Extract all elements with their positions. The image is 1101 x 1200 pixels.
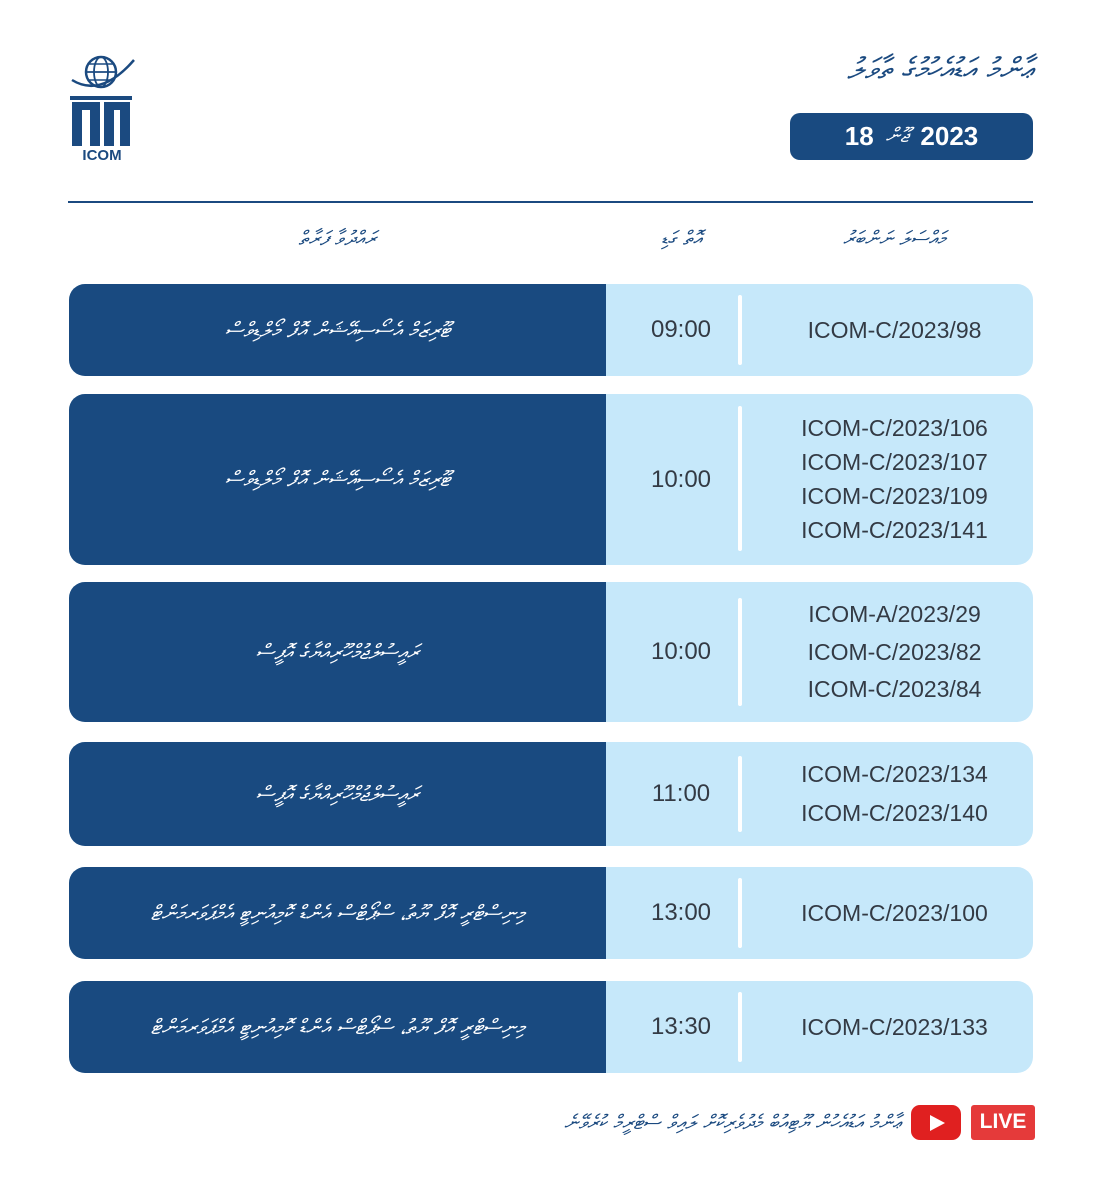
reference-cell bbox=[756, 981, 1033, 1073]
time-cell: 09:00 bbox=[650, 316, 712, 343]
schedule-row bbox=[69, 394, 1033, 565]
case-reference: ICOM-C/2023/109 bbox=[801, 483, 988, 509]
youtube-icon[interactable] bbox=[911, 1105, 961, 1140]
case-reference: ICOM-C/2023/98 bbox=[807, 316, 982, 343]
date-month: ޖޫން bbox=[885, 125, 909, 147]
date-badge bbox=[790, 113, 1033, 160]
party-cell bbox=[69, 742, 606, 846]
case-reference: ICOM-C/2023/133 bbox=[801, 1013, 988, 1040]
date-year: 2023 bbox=[920, 121, 979, 151]
case-reference: ICOM-C/2023/100 bbox=[801, 899, 988, 926]
page-title: ޢާންމު އަޑުއެހުމުގެ ތާވަލު bbox=[847, 52, 1033, 87]
date-day: 18 bbox=[844, 121, 874, 151]
party-cell bbox=[69, 394, 606, 565]
cell-separator bbox=[738, 992, 742, 1062]
reference-cell bbox=[756, 394, 1033, 565]
livestream-note: ޢާންމު އަޑުއެހުން ޔޫޓިއުބް މެދުވެރިކޮށް ލައިވް ސްޓްރީމް ކުރެވޭނެ bbox=[564, 1110, 901, 1134]
case-reference: ICOM-C/2023/141 bbox=[801, 517, 988, 543]
case-reference: ICOM-C/2023/134 bbox=[801, 761, 988, 788]
party-name: ޓޫރިޒަމް އެސޯސިއޭޝަން އޮފް މޯލްޑިވްސް bbox=[224, 467, 451, 491]
schedule-row bbox=[69, 284, 1033, 376]
cell-separator bbox=[738, 598, 742, 706]
reference-cell bbox=[756, 582, 1033, 722]
party-name: މިނިސްޓްރީ އޮފް ޔޫތު، ސްޕޯޓްސް އެންޑް ކޮމިއުނިޓީ އެމްޕަވަރމަންޓް bbox=[150, 900, 525, 925]
header-divider bbox=[68, 201, 1033, 203]
party-name: ރައީސުލްޖުމްހޫރިއްޔާގެ އޮފީސް bbox=[255, 781, 420, 806]
case-reference: ICOM-A/2023/29 bbox=[808, 600, 981, 627]
cell-separator bbox=[738, 406, 742, 551]
time-cell: 10:00 bbox=[650, 638, 712, 665]
column-header-reference: މައްސަލަ ނަންބަރު bbox=[842, 226, 947, 250]
party-cell bbox=[69, 582, 606, 722]
case-reference: ICOM-C/2023/107 bbox=[801, 449, 988, 475]
case-reference: ICOM-C/2023/140 bbox=[801, 799, 988, 826]
schedule-row bbox=[69, 981, 1033, 1073]
reference-cell bbox=[756, 867, 1033, 959]
party-cell bbox=[69, 867, 606, 959]
live-badge[interactable]: LIVE bbox=[971, 1105, 1035, 1140]
time-cell: 13:00 bbox=[650, 899, 712, 926]
column-header-time: އޮތް ގަޑި bbox=[660, 226, 702, 250]
time-cell: 10:00 bbox=[650, 465, 712, 493]
party-name: ރައީސުލްޖުމްހޫރިއްޔާގެ އޮފީސް bbox=[255, 639, 420, 664]
time-cell: 11:00 bbox=[651, 780, 711, 807]
schedule-row bbox=[69, 742, 1033, 846]
party-cell bbox=[69, 284, 606, 376]
cell-separator bbox=[738, 878, 742, 948]
party-name: މިނިސްޓްރީ އޮފް ޔޫތު، ސްޕޯޓްސް އެންޑް ކޮމިއުނިޓީ އެމްޕަވަރމަންޓް bbox=[150, 1014, 525, 1039]
reference-cell bbox=[756, 284, 1033, 376]
cell-separator bbox=[738, 295, 742, 365]
party-cell bbox=[69, 981, 606, 1073]
reference-cell bbox=[756, 742, 1033, 846]
time-cell: 13:30 bbox=[650, 1013, 712, 1040]
cell-separator bbox=[738, 756, 742, 832]
case-reference: ICOM-C/2023/84 bbox=[807, 676, 982, 703]
case-reference: ICOM-C/2023/82 bbox=[807, 638, 982, 665]
schedule-row bbox=[69, 867, 1033, 959]
icom-logo-icon bbox=[64, 50, 138, 162]
logo-text: ICOM bbox=[82, 147, 122, 164]
footer bbox=[564, 1104, 1035, 1140]
column-header-parties: ރައްދުވާ ފަރާތް bbox=[298, 226, 377, 250]
party-name: ޓޫރިޒަމް އެސޯސިއޭޝަން އޮފް މޯލްޑިވްސް bbox=[224, 317, 451, 342]
schedule-row bbox=[69, 582, 1033, 722]
case-reference: ICOM-C/2023/106 bbox=[801, 415, 988, 441]
